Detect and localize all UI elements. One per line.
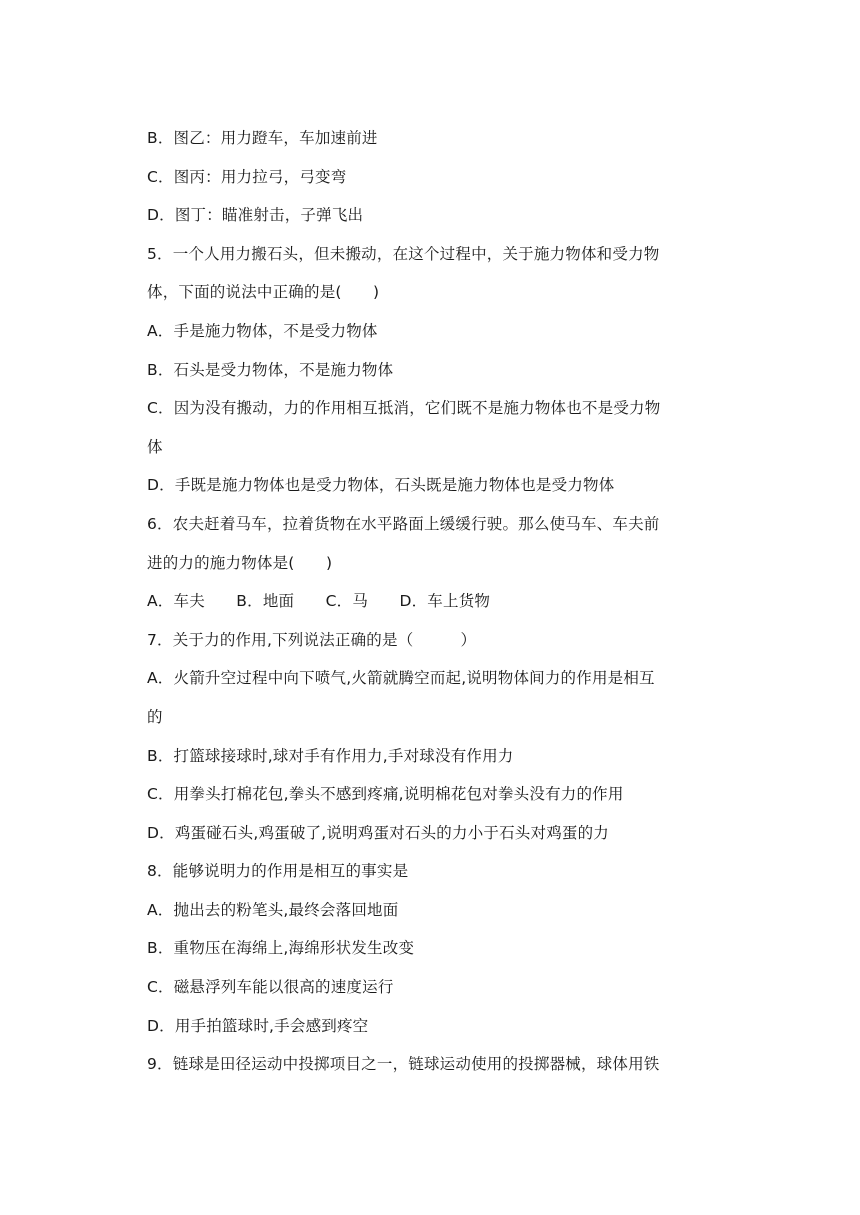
question-text [147,119,722,1084]
question-5-stem: 5．一个人用力搬石头，但未搬动，在这个过程中，关于施力物体和受力物 [147,244,660,263]
question-8-stem: 8．能够说明力的作用是相互的事实是 [147,862,409,881]
question-6-stem-cont: 进的力的施力物体是( ) [147,553,333,572]
option-a-q7-cont: 的 [147,707,163,726]
option-d-q4: D．图丁：瞄准射击，子弹飞出 [147,206,364,225]
option-c-q5: C．因为没有搬动，力的作用相互抵消，它们既不是施力物体也不是受力物 [147,399,661,418]
options-q6: A．车夫 B．地面 C．马 D．车上货物 [147,592,491,611]
option-a-q5: A．手是施力物体，不是受力物体 [147,321,378,340]
option-b-q4: B．图乙：用力蹬车，车加速前进 [147,129,378,147]
option-c-q8: C．磁悬浮列车能以很高的速度运行 [147,978,394,997]
option-b-q8: B．重物压在海绵上,海绵形状发生改变 [147,939,415,958]
option-c-q5-cont: 体 [147,437,163,456]
option-d-q5: D．手既是施力物体也是受力物体，石头既是施力物体也是受力物体 [147,476,615,495]
question-7-stem: 7．关于力的作用,下列说法正确的是（ ） [147,630,477,649]
question-5-stem-cont: 体，下面的说法中正确的是( ) [147,283,380,302]
question-9-stem: 9．链球是田径运动中投掷项目之一，链球运动使用的投掷器械，球体用铁 [147,1055,660,1074]
option-a-q8: A．抛出去的粉笔头,最终会落回地面 [147,900,399,919]
option-a-q7: A．火箭升空过程中向下喷气,火箭就腾空而起,说明物体间力的作用是相互 [147,669,655,688]
option-c-q4: C．图丙：用力拉弓，弓变弯 [147,167,347,186]
option-d-q8: D．用手拍篮球时,手会感到疼空 [147,1016,369,1035]
option-b-q7: B．打篮球接球时,球对手有作用力,手对球没有作用力 [147,746,514,765]
option-b-q5: B．石头是受力物体，不是施力物体 [147,360,394,379]
option-c-q7: C．用拳头打棉花包,拳头不感到疼痛,说明棉花包对拳头没有力的作用 [147,785,624,804]
question-6-stem: 6．农夫赶着马车，拉着货物在水平路面上缓缓行驶。那么使马车、车夫前 [147,514,660,533]
option-d-q7: D．鸡蛋碰石头,鸡蛋破了,说明鸡蛋对石头的力小于石头对鸡蛋的力 [147,823,609,842]
